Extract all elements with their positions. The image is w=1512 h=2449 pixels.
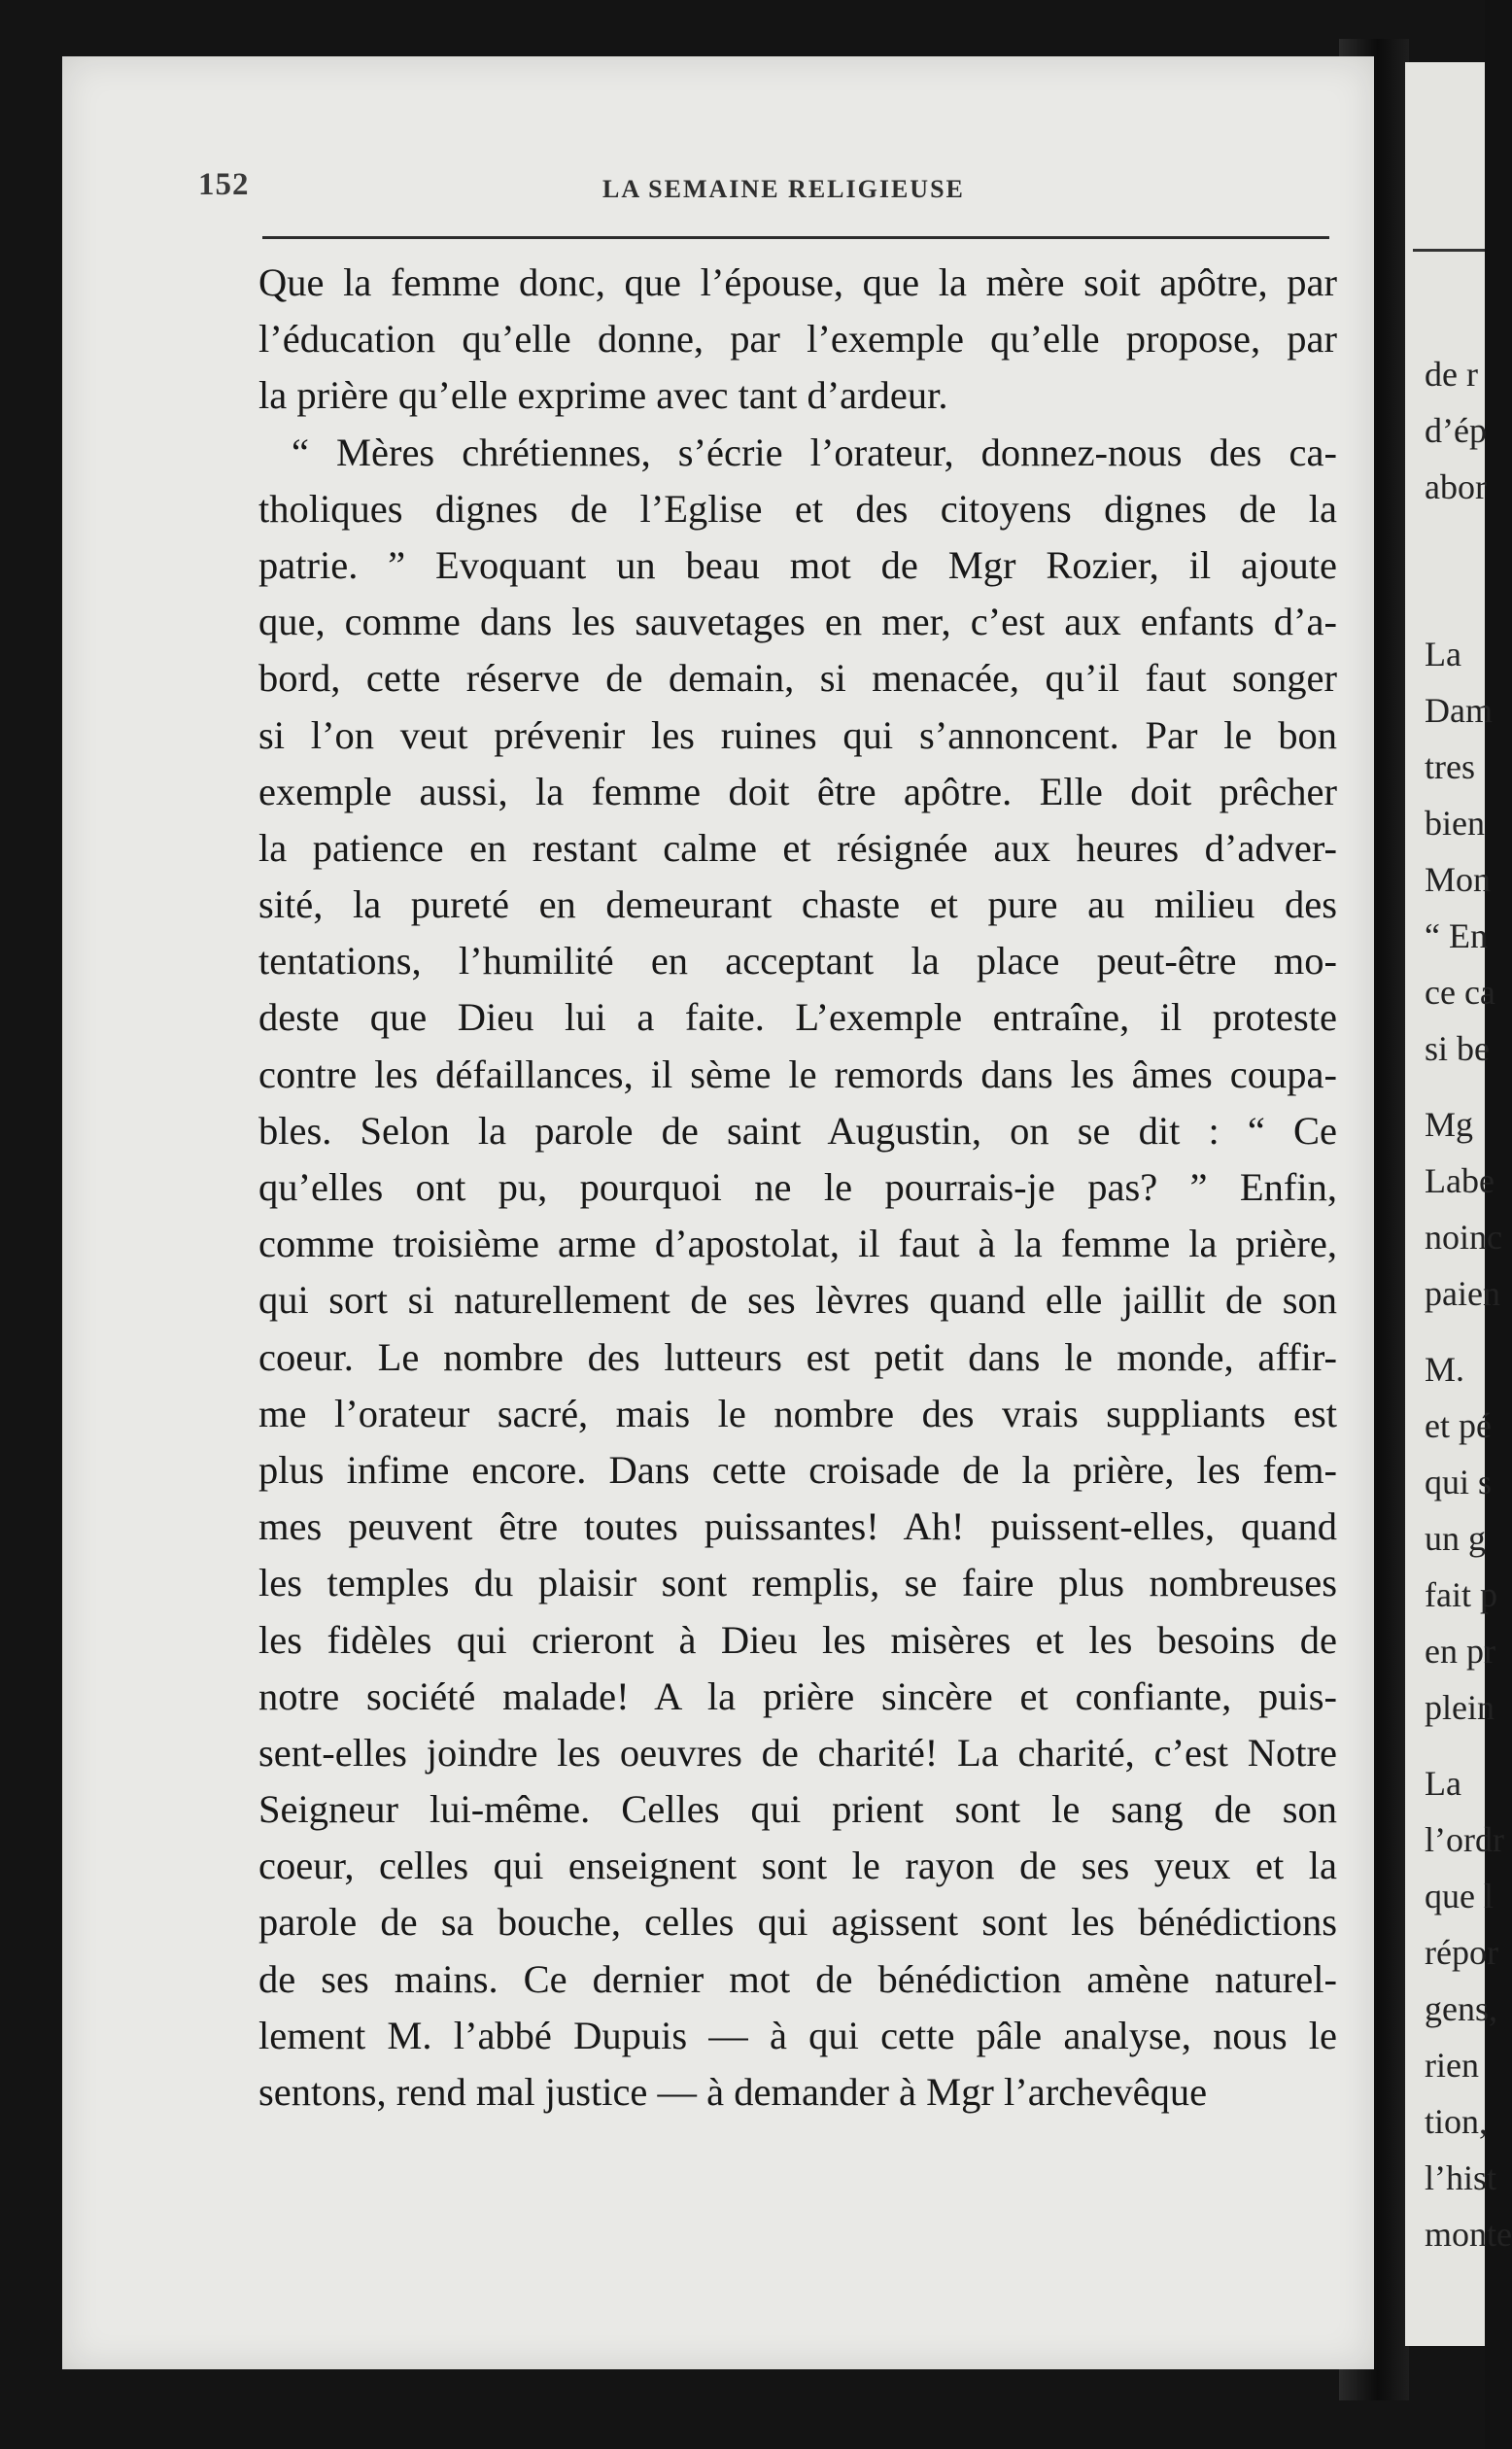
facing-fragment: qui s: [1425, 1463, 1493, 1501]
text-line: les temples du plaisir sont remplis, se faire plus nombreuses: [258, 1561, 1337, 1605]
text-line: tholiques dignes de l’Eglise et des citoyens dignes de la: [258, 486, 1337, 531]
page-number: 152: [198, 167, 250, 202]
text-line: contre les défaillances, il sème le remords dans les âmes coupa-: [258, 1052, 1337, 1096]
facing-fragment: Mg: [1425, 1105, 1474, 1144]
facing-fragment: répor: [1425, 1933, 1498, 1972]
text-line: la patience en restant calme et résignée aux heures d’adver-: [258, 825, 1337, 870]
facing-fragment: fait p: [1425, 1575, 1497, 1614]
text-line: parole de sa bouche, celles qui agissent sont les bénédictions: [258, 1900, 1337, 1945]
text-line: qui sort si naturellement de ses lèvres quand elle jaillit de son: [258, 1278, 1337, 1323]
text-line: exemple aussi, la femme doit être apôtre. Elle doit prêcher: [258, 769, 1337, 813]
text-line: de ses mains. Ce dernier mot de bénédiction amène naturel-: [258, 1956, 1337, 2001]
text-line: Que la femme donc, que l’épouse, que la mère soit apôtre, par: [258, 260, 1337, 304]
text-line: tentations, l’humilité en acceptant la place peut-être mo-: [258, 939, 1337, 983]
text-line: mes peuvent être toutes puissantes! Ah! puissent-elles, quand: [258, 1504, 1337, 1549]
facing-fragment: La: [1425, 1764, 1461, 1803]
body-text: [258, 255, 1337, 2121]
text-line: Seigneur lui-même. Celles qui prient sont le sang de son: [258, 1787, 1337, 1832]
facing-fragment: monte: [1425, 2215, 1512, 2254]
text-line: les fidèles qui crieront à Dieu les misères et les besoins de: [258, 1617, 1337, 1662]
facing-fragment: M.: [1425, 1350, 1465, 1389]
text-line: coeur. Le nombre des lutteurs est petit dans le monde, affir-: [258, 1334, 1337, 1379]
text-line: “ Mères chrétiennes, s’écrie l’orateur, donnez-nous des ca-: [292, 430, 1337, 474]
text-line: la prière qu’elle exprime avec tant d’ardeur.: [258, 373, 948, 418]
text-line: lement M. l’abbé Dupuis — à qui cette pâle analyse, nous le: [258, 2013, 1337, 2057]
facing-fragment: noinc: [1425, 1218, 1502, 1257]
facing-fragment: Mon: [1425, 860, 1492, 899]
facing-fragment: “ En: [1425, 916, 1488, 955]
text-line: deste que Dieu lui a faite. L’exemple entraîne, il proteste: [258, 995, 1337, 1040]
facing-fragment: d’ép: [1425, 411, 1487, 450]
text-line: l’éducation qu’elle donne, par l’exemple qu’elle propose, par: [258, 317, 1337, 362]
text-line: patrie. ” Evoquant un beau mot de Mgr Rozier, il ajoute: [258, 542, 1337, 587]
facing-page: [1405, 62, 1512, 2346]
text-line: me l’orateur sacré, mais le nombre des vrais suppliants est: [258, 1391, 1337, 1435]
text-line: bles. Selon la parole de saint Augustin, on se dit : “ Ce: [258, 1108, 1337, 1153]
facing-fragment: que l: [1425, 1877, 1494, 1915]
facing-fragment: tres: [1425, 747, 1475, 786]
text-line: plus infime encore. Dans cette croisade de la prière, les fem-: [258, 1447, 1337, 1492]
facing-fragment: abor: [1425, 467, 1487, 506]
facing-fragment: Dam: [1425, 691, 1493, 730]
text-line: comme troisième arme d’apostolat, il faut à la femme la prière,: [258, 1222, 1337, 1266]
text-line: notre société malade! A la prière sincère et confiante, puis-: [258, 1673, 1337, 1718]
facing-fragment: et pé: [1425, 1406, 1492, 1445]
running-title: LA SEMAINE RELIGIEUSE: [602, 175, 965, 203]
facing-fragment: en pr: [1425, 1632, 1495, 1671]
facing-fragment: plein: [1425, 1688, 1495, 1727]
text-line: coeur, celles qui enseignent sont le rayon de ses yeux et la: [258, 1844, 1337, 1888]
facing-fragment: paien: [1425, 1274, 1500, 1313]
facing-header-rule: [1413, 249, 1485, 252]
facing-fragment: si be: [1425, 1029, 1490, 1068]
facing-fragment: de r: [1425, 355, 1478, 394]
text-line: bord, cette réserve de demain, si menacée, qu’il faut songer: [258, 656, 1337, 701]
facing-fragment: La: [1425, 635, 1461, 673]
facing-fragment: gens,: [1425, 1989, 1497, 2028]
facing-fragment: l’ordr: [1425, 1820, 1504, 1859]
facing-fragment: un g: [1425, 1519, 1486, 1558]
facing-fragment: l’hist: [1425, 2158, 1497, 2197]
facing-fragment: tion,: [1425, 2102, 1489, 2141]
facing-fragment: rien: [1425, 2046, 1479, 2085]
text-line: si l’on veut prévenir les ruines qui s’annoncent. Par le bon: [258, 712, 1337, 757]
text-line: que, comme dans les sauvetages en mer, c’est aux enfants d’a-: [258, 600, 1337, 644]
text-line: sité, la pureté en demeurant chaste et pure au milieu des: [258, 882, 1337, 927]
text-line: sent-elles joindre les oeuvres de charité! La charité, c’est Notre: [258, 1730, 1337, 1775]
facing-fragment: bien: [1425, 804, 1485, 843]
header-rule: [262, 236, 1329, 239]
text-line: sentons, rend mal justice — à demander à Mgr l’archevêque: [258, 2070, 1208, 2114]
text-line: qu’elles ont pu, pourquoi ne le pourrais-je pas? ” Enfin,: [258, 1165, 1337, 1209]
facing-fragment: Labe: [1425, 1161, 1495, 1200]
facing-fragment: ce ca: [1425, 973, 1495, 1012]
